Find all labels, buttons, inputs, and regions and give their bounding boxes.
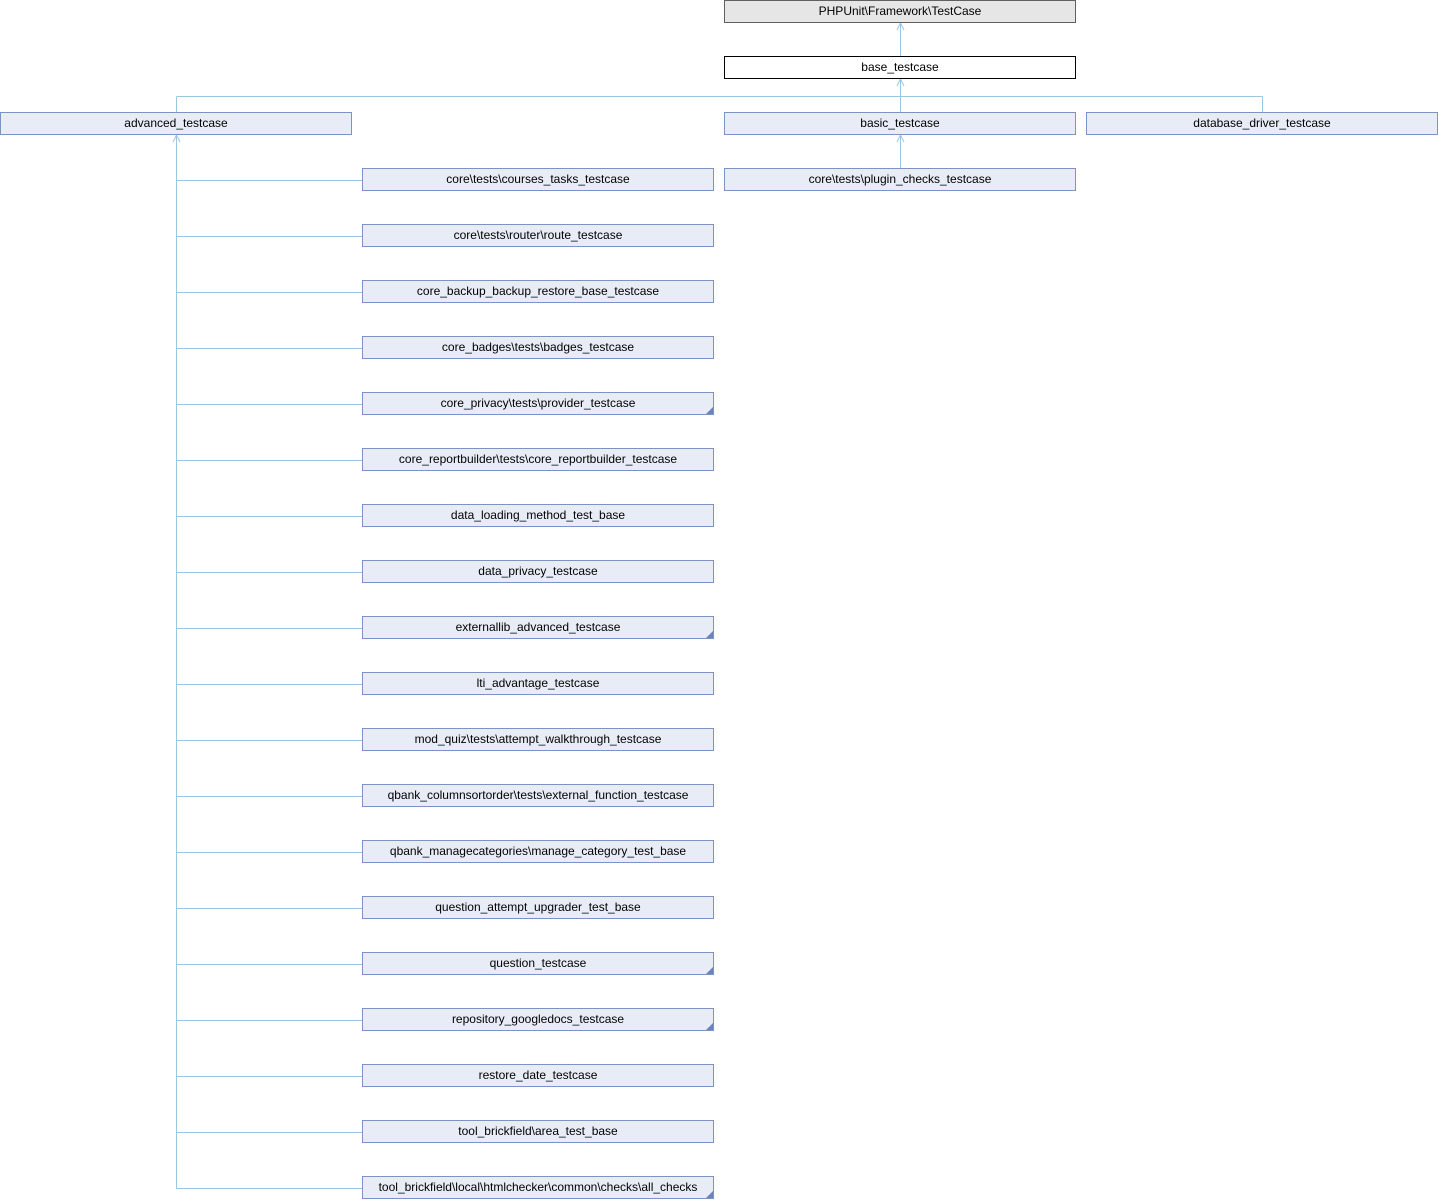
node-child-12[interactable]: qbank_managecategories\manage_category_test_base (362, 840, 714, 863)
node-child-1[interactable]: core\tests\router\route_testcase (362, 224, 714, 247)
node-child-2[interactable]: core_backup_backup_restore_base_testcase (362, 280, 714, 303)
more-subclasses-marker (706, 1191, 713, 1198)
node-child-3[interactable]: core_badges\tests\badges_testcase (362, 336, 714, 359)
more-subclasses-marker (706, 967, 713, 974)
more-subclasses-marker (706, 407, 713, 414)
node-child-14[interactable]: question_testcase (362, 952, 714, 975)
node-database-driver-testcase[interactable]: database_driver_testcase (1086, 112, 1438, 135)
node-advanced-testcase[interactable]: advanced_testcase (0, 112, 352, 135)
node-child-18[interactable]: tool_brickfield\local\htmlchecker\common\checks\all_checks (362, 1176, 714, 1199)
node-child-13[interactable]: question_attempt_upgrader_test_base (362, 896, 714, 919)
node-phpunit-testcase[interactable]: PHPUnit\Framework\TestCase (724, 0, 1076, 23)
more-subclasses-marker (706, 1023, 713, 1030)
node-child-4[interactable]: core_privacy\tests\provider_testcase (362, 392, 714, 415)
node-child-17[interactable]: tool_brickfield\area_test_base (362, 1120, 714, 1143)
node-child-10[interactable]: mod_quiz\tests\attempt_walkthrough_testcase (362, 728, 714, 751)
node-child-16[interactable]: restore_date_testcase (362, 1064, 714, 1087)
node-child-9[interactable]: lti_advantage_testcase (362, 672, 714, 695)
more-subclasses-marker (706, 631, 713, 638)
node-child-11[interactable]: qbank_columnsortorder\tests\external_function_testcase (362, 784, 714, 807)
node-child-0[interactable]: core\tests\courses_tasks_testcase (362, 168, 714, 191)
node-base-testcase: base_testcase (724, 56, 1076, 79)
node-plugin-checks-testcase[interactable]: core\tests\plugin_checks_testcase (724, 168, 1076, 191)
node-child-7[interactable]: data_privacy_testcase (362, 560, 714, 583)
node-child-8[interactable]: externallib_advanced_testcase (362, 616, 714, 639)
node-basic-testcase[interactable]: basic_testcase (724, 112, 1076, 135)
node-child-15[interactable]: repository_googledocs_testcase (362, 1008, 714, 1031)
node-child-6[interactable]: data_loading_method_test_base (362, 504, 714, 527)
node-child-5[interactable]: core_reportbuilder\tests\core_reportbuilder_testcase (362, 448, 714, 471)
